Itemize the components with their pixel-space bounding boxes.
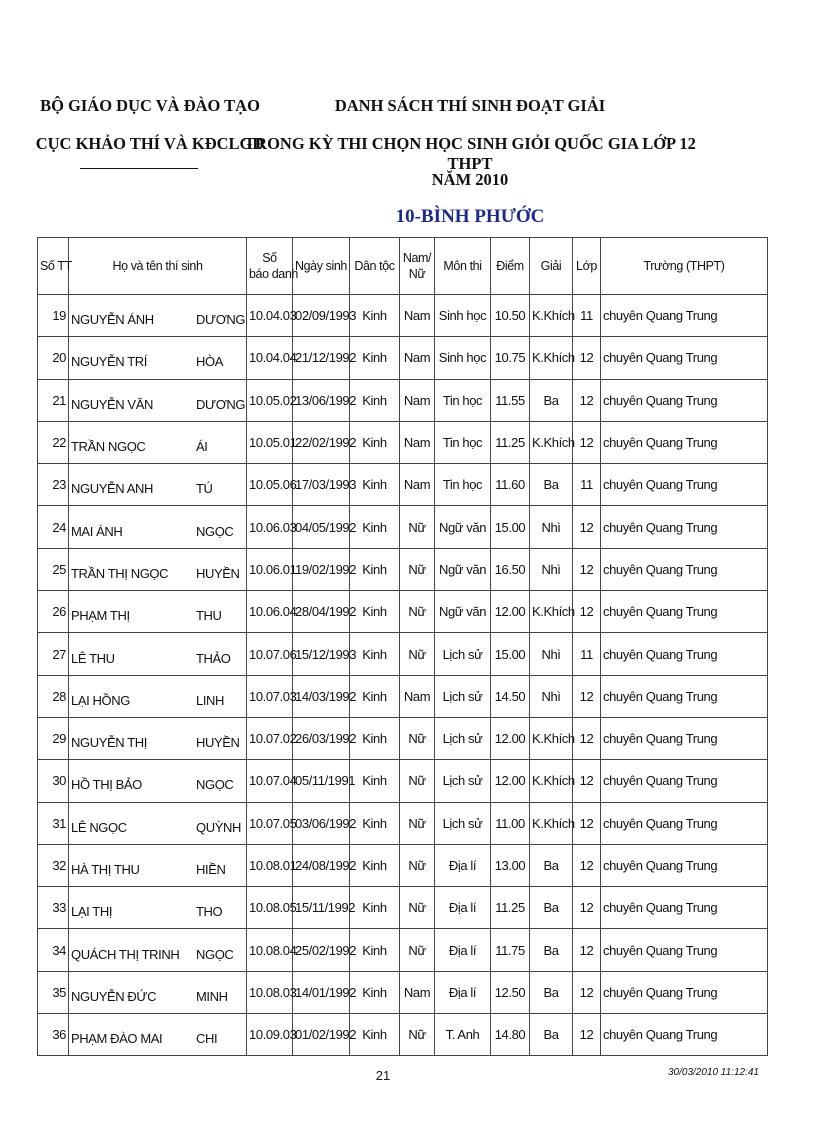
cell-score: 12.00 [491, 760, 530, 802]
cell-score: 11.55 [491, 379, 530, 421]
cell-sbd: 10.06.04 [247, 591, 293, 633]
cell-stt: 31 [38, 802, 69, 844]
table-row [38, 548, 768, 590]
cell-prize: Ba [530, 464, 573, 506]
cell-stt: 26 [38, 591, 69, 633]
cell-school: chuyên Quang Trung [601, 844, 768, 886]
cell-prize: Ba [530, 887, 573, 929]
cell-grade: 12 [573, 548, 601, 590]
col-header-name [69, 238, 247, 295]
cell-gender: Nam [400, 464, 435, 506]
cell-subject: Ngữ văn [435, 591, 491, 633]
cell-score: 15.00 [491, 633, 530, 675]
cell-name [69, 844, 247, 886]
name-parts [71, 769, 244, 792]
cell-school: chuyên Quang Trung [601, 802, 768, 844]
cell-ethnicity: Kinh [350, 675, 400, 717]
cell-subject: Địa lí [435, 929, 491, 971]
cell-ethnicity: Kinh [350, 295, 400, 337]
cell-stt: 36 [38, 1014, 69, 1056]
col-header-sbd-line1: Số [262, 251, 277, 265]
cell-subject: Sinh học [435, 295, 491, 337]
cell-stt: 28 [38, 675, 69, 717]
col-header-dob: Ngày sinh [293, 238, 350, 295]
cell-gender: Nữ [400, 506, 435, 548]
table-row [38, 971, 768, 1013]
col-header-subject: Môn thi [435, 238, 491, 295]
cell-stt: 20 [38, 337, 69, 379]
first-name: HÒA [196, 354, 223, 370]
last-middle-name: QUÁCH THỊ TRINH [71, 946, 180, 962]
cell-grade: 12 [573, 887, 601, 929]
cell-score: 12.00 [491, 717, 530, 759]
cell-dob: 22/02/1992 [293, 421, 350, 463]
cell-score: 16.50 [491, 548, 530, 590]
cell-stt: 27 [38, 633, 69, 675]
cell-dob: 17/03/1993 [293, 464, 350, 506]
cell-subject: Ngữ văn [435, 548, 491, 590]
cell-gender: Nữ [400, 802, 435, 844]
cell-prize: K.Khích [530, 591, 573, 633]
first-name: THO [196, 904, 223, 920]
cell-grade: 11 [573, 633, 601, 675]
last-middle-name: NGUYỄN VĂN [71, 396, 153, 412]
cell-grade: 12 [573, 929, 601, 971]
cell-school: chuyên Quang Trung [601, 971, 768, 1013]
cell-gender: Nam [400, 337, 435, 379]
cell-score: 15.00 [491, 506, 530, 548]
cell-score: 11.60 [491, 464, 530, 506]
cell-sbd: 10.08.05 [247, 887, 293, 929]
name-parts [71, 558, 244, 581]
cell-sbd: 10.08.04 [247, 929, 293, 971]
cell-gender: Nam [400, 971, 435, 1013]
cell-prize: K.Khích [530, 802, 573, 844]
last-middle-name: NGUYỄN ÁNH [71, 312, 154, 328]
table-row [38, 421, 768, 463]
cell-dob: 24/08/1992 [293, 844, 350, 886]
cell-school: chuyên Quang Trung [601, 591, 768, 633]
cell-subject: Tin học [435, 421, 491, 463]
name-parts [71, 981, 244, 1004]
cell-gender: Nữ [400, 633, 435, 675]
cell-prize: K.Khích [530, 295, 573, 337]
cell-name [69, 506, 247, 548]
table-row [38, 379, 768, 421]
table-row [38, 1014, 768, 1056]
cell-school: chuyên Quang Trung [601, 379, 768, 421]
first-name: HUYỀN [196, 735, 240, 751]
cell-ethnicity: Kinh [350, 717, 400, 759]
cell-name [69, 548, 247, 590]
cell-gender: Nam [400, 295, 435, 337]
first-name: LINH [196, 692, 225, 708]
last-middle-name: TRẦN NGỌC [71, 439, 146, 455]
first-name: NGỌC [196, 777, 234, 793]
last-middle-name: NGUYỄN TRÍ [71, 354, 147, 370]
table-row [38, 802, 768, 844]
name-parts [71, 431, 244, 454]
col-header-sbd-line2: báo danh [249, 267, 298, 281]
cell-ethnicity: Kinh [350, 379, 400, 421]
cell-score: 11.75 [491, 929, 530, 971]
col-header-sbd [247, 238, 298, 295]
col-header-prize: Giải [530, 238, 573, 295]
cell-name [69, 802, 247, 844]
cell-ethnicity: Kinh [350, 591, 400, 633]
cell-ethnicity: Kinh [350, 548, 400, 590]
cell-subject: T. Anh [435, 1014, 491, 1056]
cell-grade: 11 [573, 464, 601, 506]
cell-score: 12.00 [491, 591, 530, 633]
name-parts [71, 1023, 244, 1046]
cell-grade: 12 [573, 971, 601, 1013]
cell-name [69, 760, 247, 802]
cell-prize: Ba [530, 971, 573, 1013]
cell-dob: 04/05/1992 [293, 506, 350, 548]
cell-grade: 11 [573, 295, 601, 337]
cell-name [69, 337, 247, 379]
cell-dob: 26/03/1992 [293, 717, 350, 759]
first-name: QUỲNH [196, 819, 241, 835]
cell-ethnicity: Kinh [350, 887, 400, 929]
cell-subject: Lịch sử [435, 802, 491, 844]
cell-gender: Nam [400, 421, 435, 463]
cell-school: chuyên Quang Trung [601, 717, 768, 759]
cell-grade: 12 [573, 760, 601, 802]
cell-name [69, 295, 247, 337]
table-row [38, 760, 768, 802]
cell-sbd: 10.05.01 [247, 421, 293, 463]
cell-stt: 29 [38, 717, 69, 759]
name-parts [71, 600, 244, 623]
cell-subject: Địa lí [435, 887, 491, 929]
cell-name [69, 1014, 247, 1056]
first-name: HUYỀN [196, 565, 240, 581]
document-title: DANH SÁCH THÍ SINH ĐOẠT GIẢI [334, 96, 606, 115]
cell-stt: 21 [38, 379, 69, 421]
first-name: THU [196, 608, 222, 624]
table-row [38, 929, 768, 971]
cell-score: 14.50 [491, 675, 530, 717]
cell-name [69, 675, 247, 717]
cell-stt: 19 [38, 295, 69, 337]
cell-stt: 35 [38, 971, 69, 1013]
cell-ethnicity: Kinh [350, 421, 400, 463]
cell-school: chuyên Quang Trung [601, 464, 768, 506]
cell-subject: Địa lí [435, 844, 491, 886]
cell-subject: Sinh học [435, 337, 491, 379]
col-header-school: Trường (THPT) [601, 238, 768, 295]
cell-dob: 19/02/1992 [293, 548, 350, 590]
cell-prize: Nhì [530, 506, 573, 548]
cell-stt: 32 [38, 844, 69, 886]
cell-score: 11.25 [491, 421, 530, 463]
page-number: 21 [375, 1068, 391, 1083]
cell-stt: 22 [38, 421, 69, 463]
cell-gender: Nữ [400, 929, 435, 971]
cell-name [69, 929, 247, 971]
cell-name [69, 464, 247, 506]
province-heading: 10-BÌNH PHƯỚC [395, 206, 545, 227]
name-parts [71, 389, 244, 412]
first-name: NGỌC [196, 946, 234, 962]
table-body [38, 295, 768, 1056]
name-parts [71, 896, 244, 919]
cell-dob: 13/06/1992 [293, 379, 350, 421]
col-header-gender [400, 238, 435, 295]
last-middle-name: PHẠM ĐÀO MAI [71, 1031, 163, 1047]
cell-grade: 12 [573, 421, 601, 463]
cell-school: chuyên Quang Trung [601, 506, 768, 548]
cell-school: chuyên Quang Trung [601, 421, 768, 463]
first-name: DƯƠNG [196, 396, 246, 412]
cell-school: chuyên Quang Trung [601, 675, 768, 717]
cell-name [69, 971, 247, 1013]
table-row [38, 844, 768, 886]
col-header-grade: Lớp [573, 238, 601, 295]
cell-dob: 21/12/1992 [293, 337, 350, 379]
cell-name [69, 887, 247, 929]
cell-sbd: 10.07.05 [247, 802, 293, 844]
cell-score: 12.50 [491, 971, 530, 1013]
cell-subject: Lịch sử [435, 633, 491, 675]
cell-prize: Nhì [530, 633, 573, 675]
cell-gender: Nữ [400, 760, 435, 802]
cell-subject: Lịch sử [435, 675, 491, 717]
cell-stt: 33 [38, 887, 69, 929]
col-header-stt: Số TT [38, 238, 69, 295]
cell-dob: 02/09/1993 [293, 295, 350, 337]
cell-school: chuyên Quang Trung [601, 887, 768, 929]
table-row [38, 337, 768, 379]
cell-school: chuyên Quang Trung [601, 760, 768, 802]
document-subtitle: TRONG KỲ THI CHỌN HỌC SINH GIỎI QUỐC GIA LỚP 12 THPT [244, 134, 696, 173]
cell-ethnicity: Kinh [350, 929, 400, 971]
name-parts [71, 939, 244, 962]
cell-name [69, 633, 247, 675]
cell-stt: 23 [38, 464, 69, 506]
last-middle-name: LÊ THU [71, 650, 115, 666]
cell-subject: Ngữ văn [435, 506, 491, 548]
cell-ethnicity: Kinh [350, 971, 400, 1013]
cell-sbd: 10.05.06 [247, 464, 293, 506]
cell-school: chuyên Quang Trung [601, 295, 768, 337]
cell-sbd: 10.06.03 [247, 506, 293, 548]
last-middle-name: HÀ THỊ THU [71, 862, 140, 877]
cell-stt: 25 [38, 548, 69, 590]
cell-school: chuyên Quang Trung [601, 1014, 768, 1056]
last-middle-name: LẠI HỒNG [71, 692, 130, 708]
name-parts [71, 516, 244, 539]
cell-ethnicity: Kinh [350, 844, 400, 886]
cell-grade: 12 [573, 802, 601, 844]
cell-grade: 12 [573, 337, 601, 379]
cell-name [69, 421, 247, 463]
name-parts [71, 473, 244, 496]
cell-subject: Địa lí [435, 971, 491, 1013]
last-middle-name: MAI ÁNH [71, 523, 123, 539]
name-parts [71, 854, 244, 877]
cell-dob: 15/12/1993 [293, 633, 350, 675]
cell-sbd: 10.09.03 [247, 1014, 293, 1056]
table-row [38, 464, 768, 506]
cell-sbd: 10.05.02 [247, 379, 293, 421]
cell-school: chuyên Quang Trung [601, 633, 768, 675]
table-row [38, 675, 768, 717]
cell-score: 10.75 [491, 337, 530, 379]
cell-school: chuyên Quang Trung [601, 548, 768, 590]
name-parts [71, 643, 244, 666]
last-middle-name: TRẦN THỊ NGỌC [71, 565, 169, 581]
org-underline [80, 168, 198, 169]
cell-grade: 12 [573, 379, 601, 421]
cell-prize: Nhì [530, 548, 573, 590]
cell-subject: Tin học [435, 379, 491, 421]
cell-dob: 28/04/1992 [293, 591, 350, 633]
cell-dob: 15/11/1992 [293, 887, 350, 929]
cell-dob: 25/02/1992 [293, 929, 350, 971]
document-year: NĂM 2010 [431, 170, 509, 189]
col-header-name-text: Họ và tên thí sinh [112, 259, 203, 273]
cell-dob: 05/11/1991 [293, 760, 350, 802]
table-row [38, 506, 768, 548]
cell-prize: K.Khích [530, 421, 573, 463]
last-middle-name: HỒ THỊ BẢO [71, 777, 142, 793]
cell-gender: Nữ [400, 548, 435, 590]
org-name-ministry: BỘ GIÁO DỤC VÀ ĐÀO TẠO [40, 96, 260, 115]
cell-prize: Ba [530, 1014, 573, 1056]
cell-dob: 03/06/1992 [293, 802, 350, 844]
print-timestamp: 30/03/2010 11:12:41 [667, 1067, 759, 1078]
cell-grade: 12 [573, 844, 601, 886]
cell-name [69, 717, 247, 759]
cell-ethnicity: Kinh [350, 802, 400, 844]
name-parts [71, 685, 244, 708]
cell-grade: 12 [573, 717, 601, 759]
first-name: MINH [196, 988, 228, 1004]
cell-grade: 12 [573, 1014, 601, 1056]
cell-score: 14.80 [491, 1014, 530, 1056]
cell-score: 11.25 [491, 887, 530, 929]
cell-sbd: 10.07.06 [247, 633, 293, 675]
first-name: DƯƠNG [196, 312, 246, 328]
cell-sbd: 10.04.03 [247, 295, 293, 337]
cell-ethnicity: Kinh [350, 1014, 400, 1056]
table-header-row [38, 238, 768, 295]
table-row [38, 295, 768, 337]
cell-school: chuyên Quang Trung [601, 337, 768, 379]
cell-prize: K.Khích [530, 717, 573, 759]
cell-sbd: 10.07.03 [247, 675, 293, 717]
cell-stt: 30 [38, 760, 69, 802]
table-row [38, 887, 768, 929]
cell-sbd: 10.08.03 [247, 971, 293, 1013]
org-name-department: CỤC KHẢO THÍ VÀ KĐCLGD [35, 134, 265, 153]
cell-sbd: 10.04.04 [247, 337, 293, 379]
cell-gender: Nữ [400, 1014, 435, 1056]
cell-gender: Nữ [400, 844, 435, 886]
cell-dob: 01/02/1992 [293, 1014, 350, 1056]
cell-gender: Nữ [400, 591, 435, 633]
first-name: NGỌC [196, 523, 234, 539]
cell-gender: Nữ [400, 887, 435, 929]
cell-grade: 12 [573, 591, 601, 633]
cell-ethnicity: Kinh [350, 760, 400, 802]
last-middle-name: NGUYỄN ĐỨC [71, 988, 157, 1004]
first-name: ÁI [196, 439, 208, 455]
col-header-gender-line1: Nam/ [402, 251, 432, 265]
cell-sbd: 10.08.01 [247, 844, 293, 886]
cell-prize: K.Khích [530, 337, 573, 379]
cell-grade: 12 [573, 675, 601, 717]
cell-stt: 24 [38, 506, 69, 548]
cell-name [69, 591, 247, 633]
cell-grade: 12 [573, 506, 601, 548]
table-row [38, 591, 768, 633]
first-name: TÚ [196, 481, 213, 497]
col-header-score: Điểm [491, 238, 530, 295]
last-middle-name: LÊ NGỌC [71, 819, 127, 835]
col-header-gender-line2: Nữ [408, 267, 426, 281]
cell-ethnicity: Kinh [350, 633, 400, 675]
cell-school: chuyên Quang Trung [601, 929, 768, 971]
name-parts [71, 304, 244, 327]
cell-gender: Nam [400, 379, 435, 421]
cell-score: 13.00 [491, 844, 530, 886]
name-parts [71, 727, 244, 750]
first-name: HIỀN [196, 862, 226, 877]
cell-ethnicity: Kinh [350, 337, 400, 379]
cell-ethnicity: Kinh [350, 506, 400, 548]
cell-dob: 14/03/1992 [293, 675, 350, 717]
col-header-ethnicity: Dân tộc [350, 238, 400, 295]
cell-gender: Nữ [400, 717, 435, 759]
cell-sbd: 10.06.01 [247, 548, 293, 590]
cell-name [69, 379, 247, 421]
table-row [38, 633, 768, 675]
cell-prize: Ba [530, 929, 573, 971]
table-row [38, 717, 768, 759]
last-middle-name: PHẠM THỊ [71, 608, 130, 624]
cell-ethnicity: Kinh [350, 464, 400, 506]
name-parts [71, 346, 244, 369]
results-table [37, 237, 768, 1056]
cell-prize: Ba [530, 844, 573, 886]
last-middle-name: LẠI THỊ [71, 904, 113, 920]
name-parts [71, 812, 244, 835]
last-middle-name: NGUYỄN THỊ [71, 735, 147, 751]
first-name: THẢO [196, 650, 231, 666]
cell-subject: Tin học [435, 464, 491, 506]
cell-score: 10.50 [491, 295, 530, 337]
cell-gender: Nam [400, 675, 435, 717]
cell-sbd: 10.07.04 [247, 760, 293, 802]
cell-stt: 34 [38, 929, 69, 971]
first-name: CHI [196, 1031, 218, 1047]
cell-prize: Ba [530, 379, 573, 421]
cell-prize: K.Khích [530, 760, 573, 802]
cell-dob: 14/01/1992 [293, 971, 350, 1013]
cell-subject: Lịch sử [435, 760, 491, 802]
cell-prize: Nhì [530, 675, 573, 717]
cell-score: 11.00 [491, 802, 530, 844]
last-middle-name: NGUYỄN ANH [71, 481, 153, 497]
cell-sbd: 10.07.02 [247, 717, 293, 759]
cell-subject: Lịch sử [435, 717, 491, 759]
